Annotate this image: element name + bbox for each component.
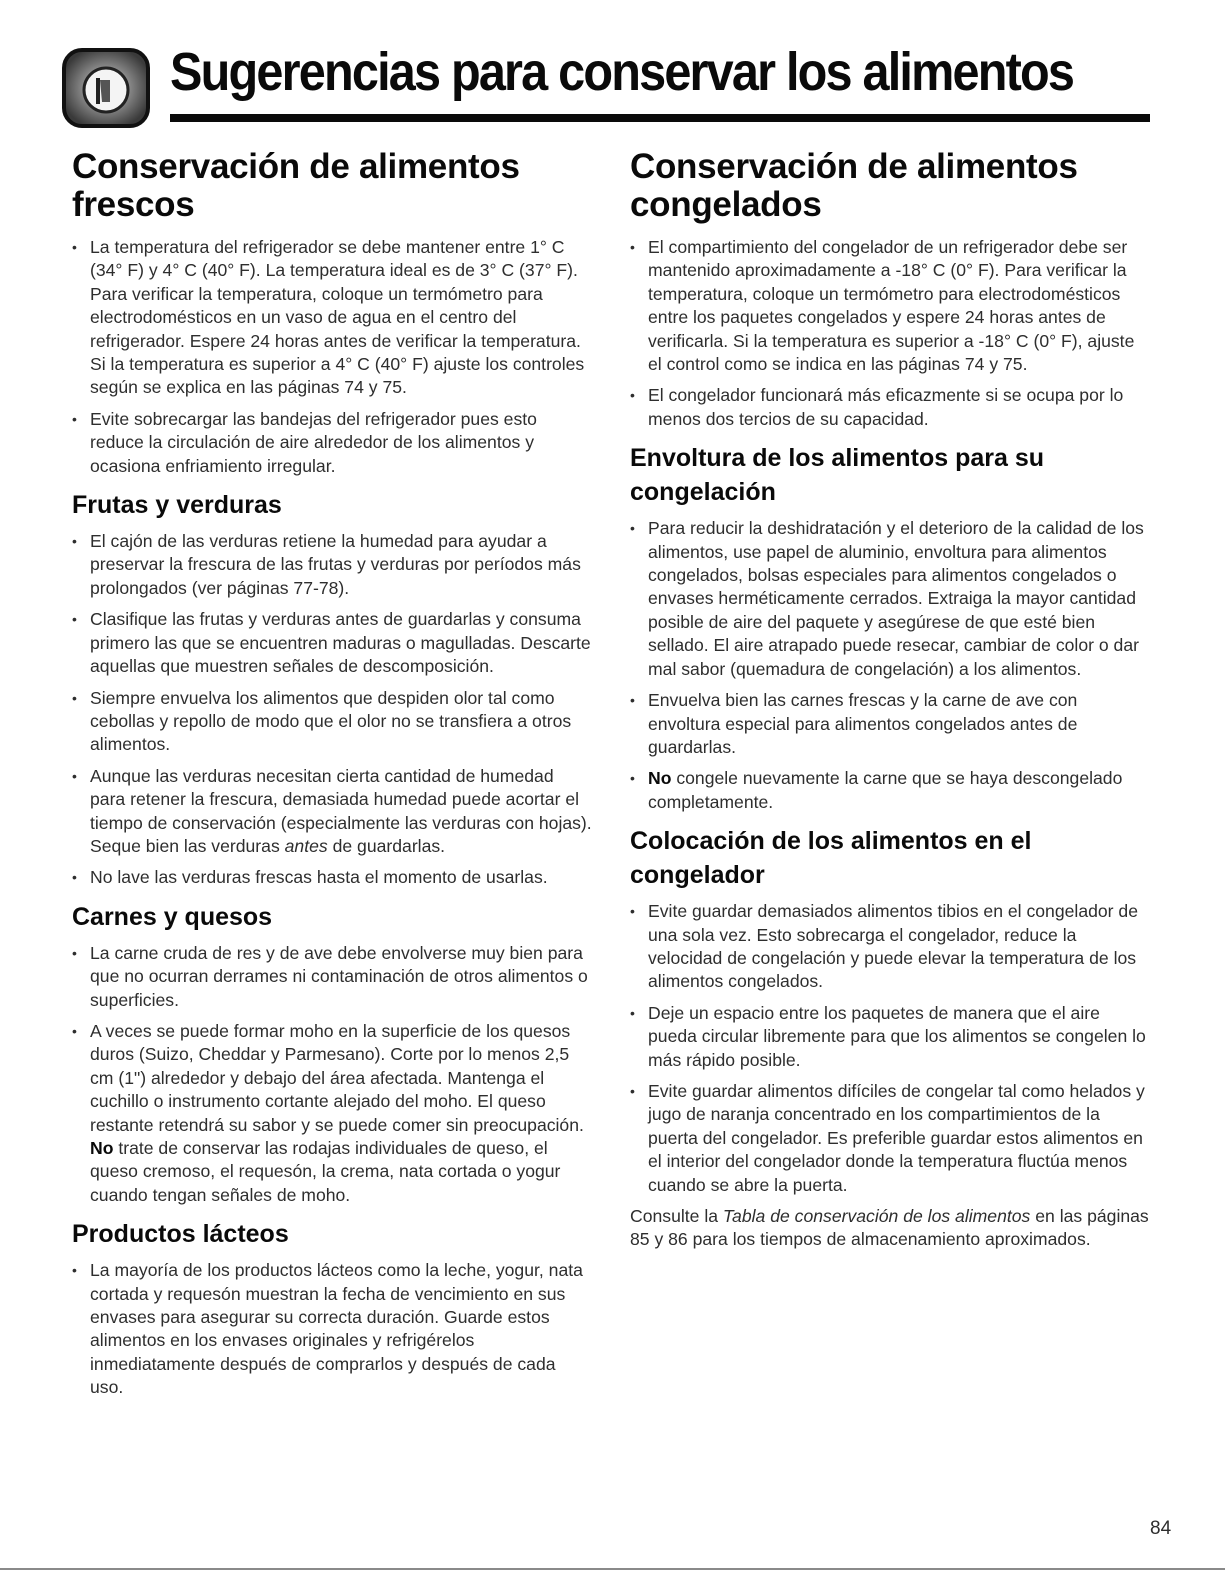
list-item: • El cajón de las verduras retiene la humedad para ayudar a preservar la frescura de las frutas y verduras por períodos más prolongados (ver páginas 77-78). [72,530,592,600]
placement-heading: Colocación de los alimentos en el congelador [630,827,1032,890]
list-item [72,1020,592,1207]
fresh-food-heading: Conservación de alimentos frescos [72,147,520,224]
list-item: • Evite guardar alimentos difíciles de congelar tal como helados y jugo de naranja concentrado en los compartimientos de la puerta del congelador. Es preferible guardar estos alimentos en el interior del congelador donde la temperatura fluctúa menos cuando se abre la puerta. [630,1080,1150,1197]
list-item: • Siempre envuelva los alimentos que despiden olor tal como cebollas y repollo de modo que el olor no se transfiera a otros alimentos. [72,687,592,757]
bottom-rule [0,1568,1225,1570]
bold-text: No [648,768,672,789]
list-item: • No lave las verduras frescas hasta el momento de usarlas. [72,866,592,889]
item-text: Aunque las verduras necesitan cierta cantidad de humedad para retener la frescura, demasiada humedad puede acortar el tiempo de conservación (especialmente las verduras con hojas). Seque bien las verduras [90,765,592,856]
list-item: • El congelador funcionará más eficazmente si se ocupa por lo menos dos tercios de su capacidad. [630,384,1150,431]
list-item [72,765,592,859]
list-item [630,767,1150,814]
list-item: • La mayoría de los productos lácteos como la leche, yogur, nata cortada y requesón muestran la fecha de vencimiento en sus envases para asegurar su correcta duración. Guarde estos alimentos en los envases originales y refrigérelos inmediatamente después de comprarlos y después de cada uso. [72,1259,592,1399]
item-text: congele nuevamente la carne que se haya descongelado completamente. [648,768,1123,812]
placement-list [630,900,1150,1197]
frozen-food-list [630,236,1150,431]
item-text: trate de conservar las rodajas individuales de queso, el queso cremoso, el requesón, la crema, nata cortada o yogur cuando tengan señales de moho. [90,1138,561,1205]
item-text: A veces se puede formar moho en la superficie de los quesos duros (Suizo, Cheddar y Parmesano). Corte por lo menos 2,5 cm (1") alrededor y debajo del área afectada. Mantenga el cuchillo o instrumento cortante alejado del moho. El queso restante retendrá su sabor y se puede comer sin preocupación. [90,1020,584,1135]
list-item: • La temperatura del refrigerador se debe mantener entre 1° C (34° F) y 4° C (40° F). La temperatura ideal es de 3° C (37° F). Para verificar la temperatura, coloque un termómetro para electrodomésticos en un vaso de agua en el centro del refrigerador. Espere 24 horas antes de verificar la temperatura. Si la temperatura es superior a 4° C (40° F) ajuste los controles según se explica en las páginas 74 y 75. [72,236,592,400]
list-item: • Clasifique las frutas y verduras antes de guardarlas y consuma primero las que se encuentren maduras o magulladas. Descarte aquellas que muestren señales de descomposición. [72,608,592,678]
item-text: de guardarlas. [327,835,446,856]
note-text: en las páginas 85 y 86 para los tiempos de almacenamiento aproximados. [630,1206,1149,1250]
meats-list [72,942,592,1207]
page-header [60,40,1090,132]
fruits-list [72,530,592,890]
consult-note [630,1205,1150,1252]
frozen-food-heading: Conservación de alimentos congelados [630,147,1078,224]
title-underline [170,114,1150,122]
dairy-heading: Productos lácteos [72,1220,289,1249]
dairy-list [72,1259,592,1399]
fresh-food-list [72,236,592,478]
list-item: • Deje un espacio entre los paquetes de manera que el aire pueda circular libremente para que los alimentos se congelen lo más rápido posible. [630,1002,1150,1072]
fruits-heading: Frutas y verduras [72,491,282,520]
left-column [72,148,592,1408]
bold-text: No [90,1138,114,1158]
list-item: • Para reducir la deshidratación y el deterioro de la calidad de los alimentos, use papel de aluminio, envoltura para alimentos congelados, bolsas especiales para alimentos congelados o envases herméticamente cerrados. Extraiga la mayor cantidad posible de aire del paquete y asegúrese de que esté bien sellado. El aire atrapado puede resecar, cambiar de color o dar mal sabor (quemadura de congelación) a los alimentos. [630,517,1150,681]
list-item: • Evite sobrecargar las bandejas del refrigerador pues esto reduce la circulación de aire alrededor de los alimentos y ocasiona enfriamiento irregular. [72,408,592,478]
wrapping-heading: Envoltura de los alimentos para su congelación [630,444,1045,507]
right-column [630,148,1150,1252]
page-number: 84 [1150,1518,1172,1539]
list-item: • La carne cruda de res y de ave debe envolverse muy bien para que no ocurran derrames ni contaminación de otros alimentos o superficies. [72,942,592,1012]
list-item: • Evite guardar demasiados alimentos tibios en el congelador de una sola vez. Esto sobrecarga el congelador, reduce la velocidad de congelación y puede elevar la temperatura de los alimentos congelados. [630,900,1150,994]
meats-heading: Carnes y quesos [72,902,273,931]
table-reference: Tabla de conservación de los alimentos [722,1206,1031,1226]
page-title: Sugerencias para conservar los alimentos [170,42,1074,102]
wrapping-list [630,517,1150,814]
list-item: • El compartimiento del congelador de un refrigerador debe ser mantenido aproximadamente a -18° C (0° F). Para verificar la temperatura, coloque un termómetro para electrodomésticos entre los paquetes congelados y espere 24 horas antes de verificarla. Si la temperatura es superior a -18° C (0° F), ajuste el control como se indica en las páginas 74 y 75. [630,236,1150,376]
list-item: • Envuelva bien las carnes frescas y la carne de ave con envoltura especial para alimentos congelados antes de guardarlas. [630,689,1150,759]
note-text: Consulte la [630,1206,723,1226]
refrigerator-tips-icon [60,46,152,130]
emphasis-text: antes [284,835,328,856]
